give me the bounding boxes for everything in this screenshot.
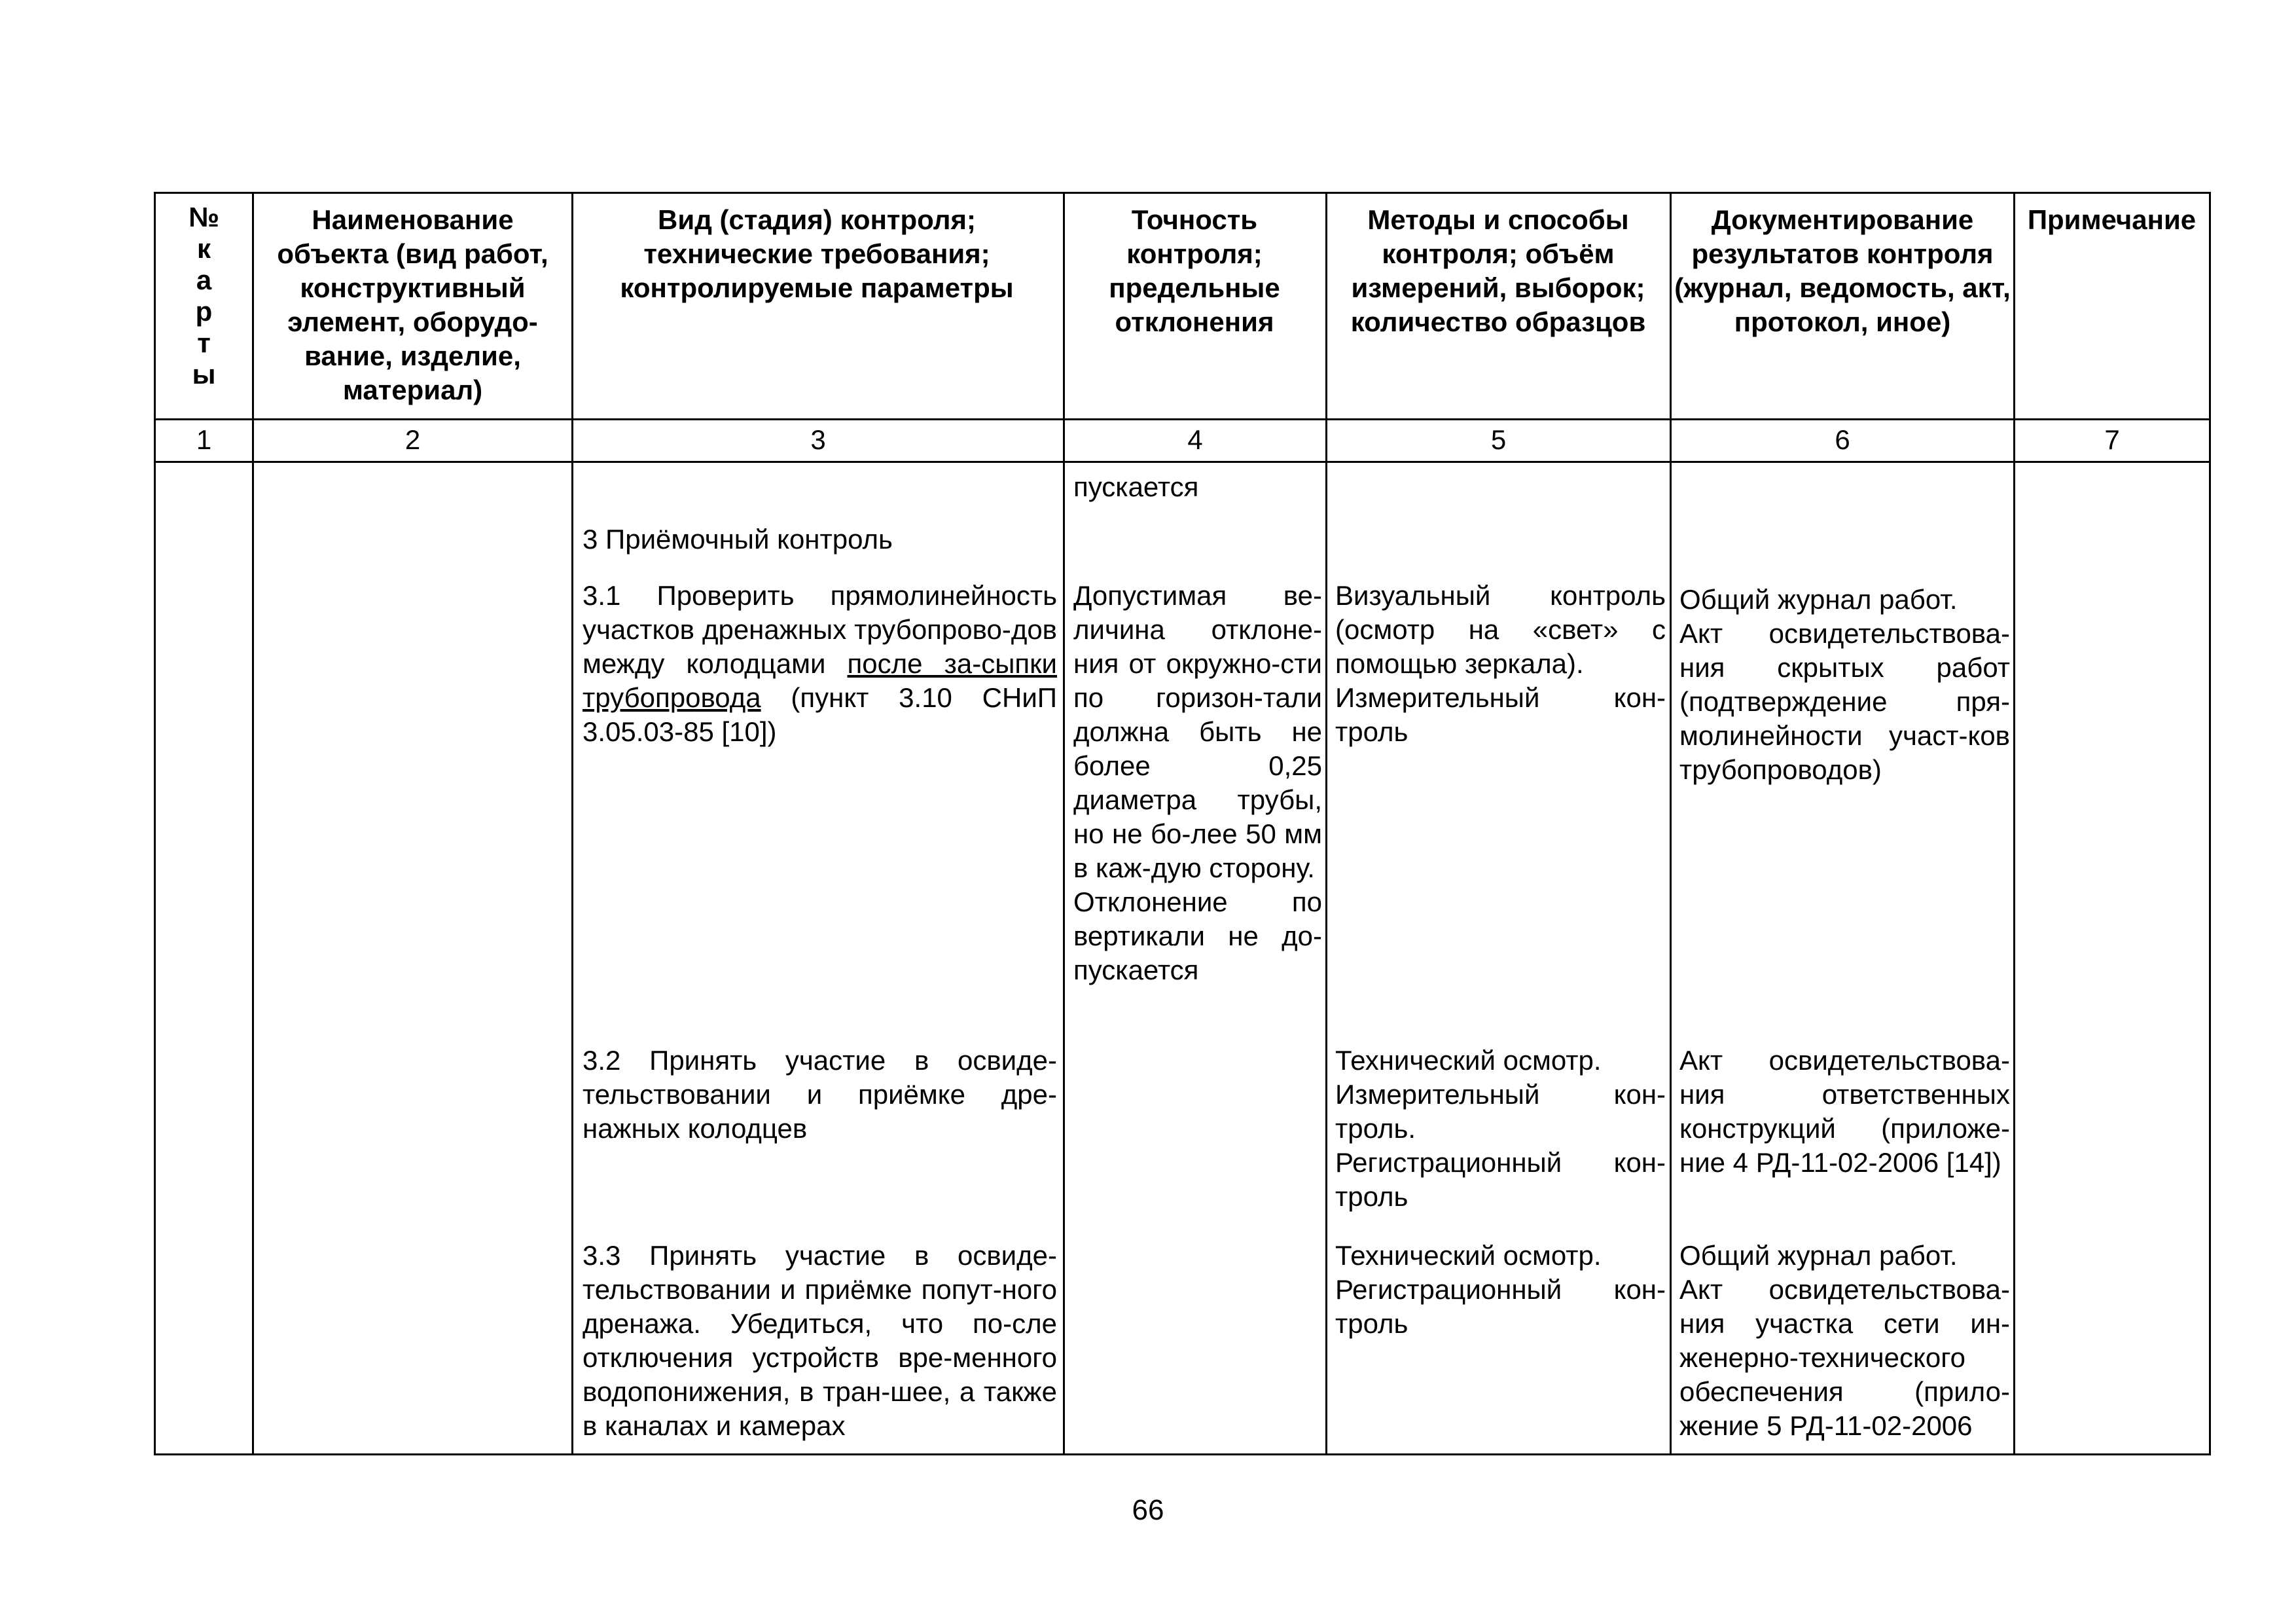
documentation-3-3-journal: Общий журнал работ. [1679, 1240, 1958, 1271]
documentation-3-1 [1679, 583, 2010, 787]
column-line-7 [2209, 192, 2211, 1455]
column-numbers-divider [154, 461, 2211, 463]
column-line-4 [1325, 192, 1327, 1455]
requirement-3-1 [583, 579, 1057, 749]
accuracy-3-1 [1073, 579, 1322, 987]
requirement-3-1-text-b: (пункт 3.10 СНиП 3.05.03-85 [10]) [583, 682, 1057, 747]
documentation-3-2-act: Акт освидетельствова-ния ответственных конструкций (приложе-ние 4 РД-11-02-2006 [14]) [1679, 1045, 2010, 1178]
accuracy-3-1-vertical: Отклонение по вертикали не до-пускается [1073, 886, 1322, 985]
methods-3-3-registration: Регистрационный кон-троль [1335, 1274, 1666, 1339]
column-line-1 [252, 192, 254, 1455]
column-number-7: 7 [2104, 424, 2120, 455]
table-border-top [154, 192, 2211, 194]
methods-3-3 [1335, 1239, 1666, 1341]
methods-3-2-inspection: Технический осмотр. [1335, 1045, 1602, 1076]
documentation-3-2 [1679, 1044, 2010, 1180]
column-line-5 [1670, 192, 1672, 1455]
requirement-3-3: 3.3 Принять участие в освиде-тельствовании и приёмке попут-ного дренажа. Убедиться, что по-сле отключения устройств вре-менного водопонижения, в тран-шее, а также в каналах и камерах [583, 1240, 1057, 1441]
column-number-2: 2 [404, 424, 421, 455]
methods-3-1-measuring: Измерительный кон-троль [1335, 682, 1666, 747]
column-number-6: 6 [1835, 424, 1850, 455]
methods-3-1-visual: Визуальный контроль (осмотр на «свет» с помощью зеркала). [1335, 580, 1666, 679]
methods-3-3-inspection: Технический осмотр. [1335, 1240, 1602, 1271]
column-number-1: 1 [196, 424, 212, 455]
table-border-bottom [154, 1453, 2211, 1455]
methods-3-2-registration: Регистрационный кон-троль [1335, 1147, 1666, 1212]
column-number-3: 3 [810, 424, 826, 455]
header-control-type: Вид (стадия) контроля; технические требования; контролируемые параметры [620, 204, 1014, 303]
methods-3-2-measuring: Измерительный кон-троль. [1335, 1079, 1666, 1144]
documentation-3-1-act: Акт освидетельствова-ния скрытых работ (подтверждение пря-молинейности участ-ков трубопроводов) [1679, 618, 2010, 785]
requirement-3-1-text-a: 3.1 Проверить прямолинейность участков дренажных трубопрово-дов между колодцами [583, 580, 1057, 679]
column-line-2 [571, 192, 573, 1455]
documentation-3-1-journal: Общий журнал работ. [1679, 584, 1958, 615]
header-notes: Примечание [2027, 204, 2197, 235]
column-number-4: 4 [1187, 424, 1203, 455]
header-documentation: Документирование результатов контроля (журнал, ведомость, акт, протокол, иное) [1674, 204, 2011, 337]
header-card-number: № к а р т ы [188, 202, 219, 390]
requirement-3-1-underlined: после за-сыпки трубопровода [583, 648, 1057, 713]
header-object-name: Наименование объекта (вид работ, конструктивный элемент, оборудо-вание, изделие, материал) [277, 204, 548, 405]
column-number-5: 5 [1490, 424, 1507, 455]
methods-3-1 [1335, 579, 1666, 749]
header-divider [154, 418, 2211, 420]
accuracy-3-1-tolerance: Допустимая ве-личина отклоне-ния от окружно-сти по горизон-тали должна быть не более 0,25 диаметра трубы, но не бо-лее 50 мм в каж-дую сторону. [1073, 580, 1322, 883]
page-number: 66 [1132, 1494, 1164, 1526]
column-line-3 [1063, 192, 1065, 1455]
accuracy-continuation: пускается [1073, 471, 1199, 502]
column-line-6 [2013, 192, 2015, 1455]
methods-3-2 [1335, 1044, 1666, 1214]
documentation-3-3 [1679, 1239, 2010, 1443]
section-title: 3 Приёмочный контроль [583, 524, 893, 555]
header-accuracy: Точность контроля; предельные отклонения [1109, 204, 1280, 337]
header-methods: Методы и способы контроля; объём измерений, выборок; количество образцов [1350, 204, 1646, 337]
requirement-3-2: 3.2 Принять участие в освиде-тельствовании и приёмке дре-нажных колодцев [583, 1045, 1057, 1144]
documentation-3-3-act: Акт освидетельствова-ния участка сети ин-женерно-технического обеспечения (прило-жение 5 РД-11-02-2006 [1679, 1274, 2010, 1441]
